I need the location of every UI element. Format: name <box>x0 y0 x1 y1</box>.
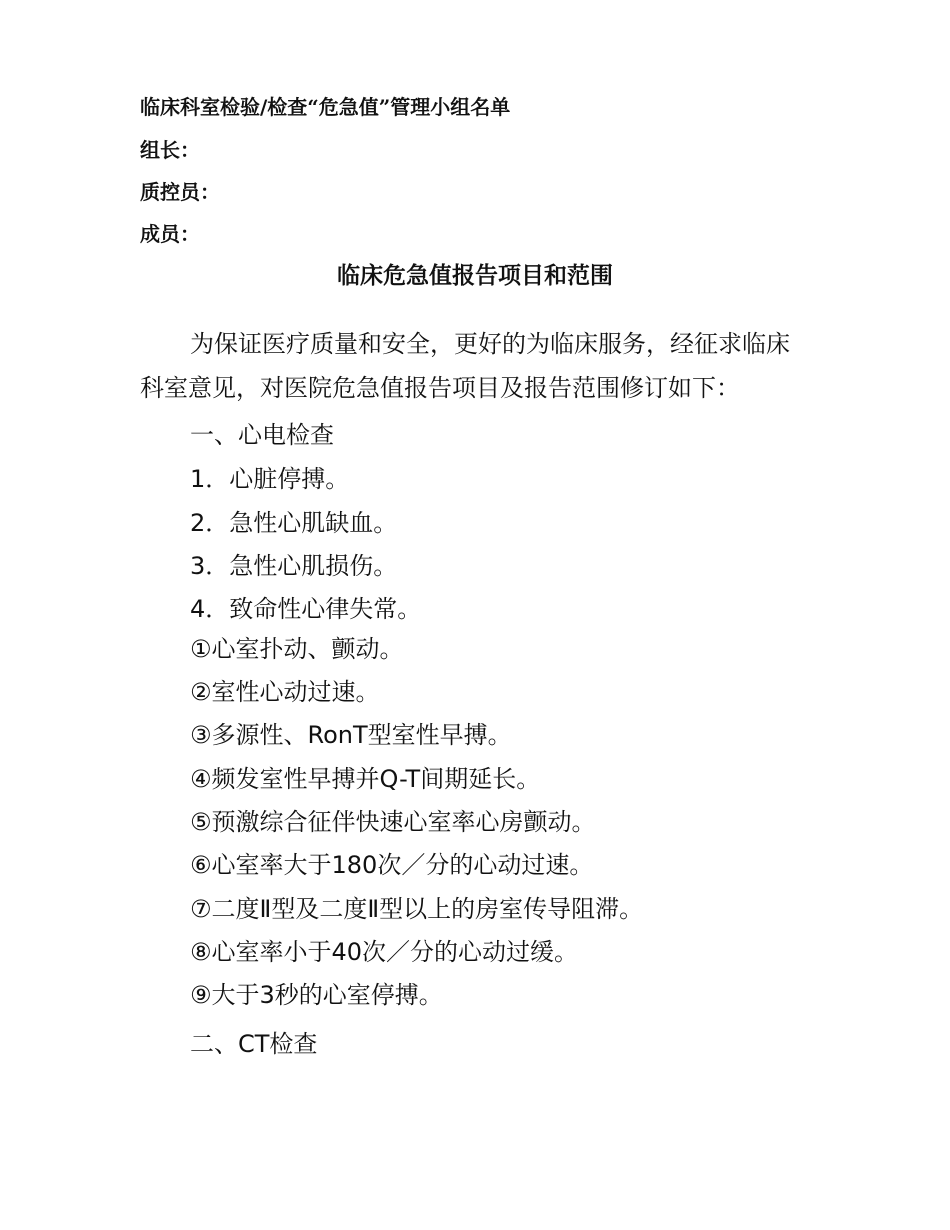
sub-list-item: ⑦二度Ⅱ型及二度Ⅱ型以上的房室传导阻滞。 <box>190 895 644 923</box>
document-title: 临床危急值报告项目和范围 <box>337 262 613 289</box>
sub-list-item: ①心室扑动、颤动。 <box>190 635 404 663</box>
sub-list-item: ③多源性、RonT型室性早搏。 <box>190 721 512 749</box>
member-label: 成员： <box>140 222 200 246</box>
leader-label: 组长： <box>140 138 200 162</box>
intro-paragraph-line-2: 科室意见，对医院危急值报告项目及报告范围修订如下： <box>140 374 740 402</box>
intro-paragraph-line-1: 为保证医疗质量和安全，更好的为临床服务，经征求临床 <box>190 330 790 358</box>
sub-list-item: ⑨大于3秒的心室停搏。 <box>190 981 443 1009</box>
sub-list-item: ④频发室性早搏并Q-T间期延长。 <box>190 765 541 793</box>
section-heading-ecg: 一、心电检查 <box>190 421 334 449</box>
sub-list-item: ⑤预激综合征伴快速心室率心房颤动。 <box>190 808 596 836</box>
list-item: 4．致命性心律失常。 <box>190 595 422 623</box>
team-list-title: 临床科室检验/检查“危急值”管理小组名单 <box>140 95 511 119</box>
sub-list-item: ⑧心室率小于40次／分的心动过缓。 <box>190 938 579 966</box>
list-item: 2．急性心肌缺血。 <box>190 509 398 537</box>
sub-list-item: ②室性心动过速。 <box>190 678 380 706</box>
list-item: 3．急性心肌损伤。 <box>190 552 398 580</box>
list-item: 1．心脏停搏。 <box>190 465 350 493</box>
sub-list-item: ⑥心室率大于180次／分的心动过速。 <box>190 851 594 879</box>
section-heading-ct: 二、CT检查 <box>190 1030 318 1058</box>
qc-label: 质控员： <box>140 180 220 204</box>
